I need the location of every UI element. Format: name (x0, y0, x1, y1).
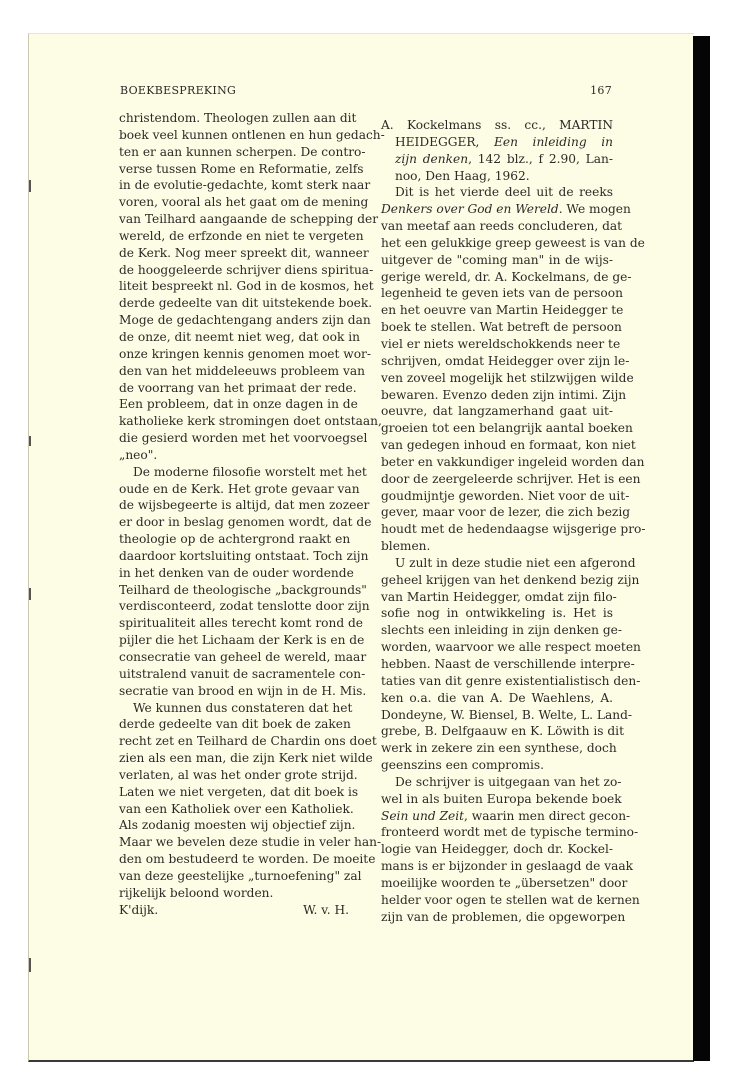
text-segment: gerige wereld, dr. A. Kockelmans, de ge- (381, 269, 632, 284)
text-line: Moge de gedachtengang anders zijn dan (119, 313, 371, 328)
text-line (381, 387, 627, 404)
text-line: De moderne filosofie worstelt met het (133, 464, 367, 479)
text-line: Een probleem, dat in onze dagen in de (119, 397, 358, 412)
signature-place: K'dijk. (119, 902, 159, 917)
text-line: in de evolutie-gedachte, komt sterk naar (119, 178, 371, 193)
right-column (381, 117, 646, 926)
text-line: spiritualiteit alles terecht komt rond de (119, 616, 364, 631)
paragraph (381, 555, 641, 774)
text-segment: goudmijntje geworden. Niet voor de uit- (381, 488, 630, 503)
text-line: We kunnen dus constateren dat het (133, 700, 353, 715)
text-line (381, 589, 617, 606)
text-line (381, 117, 613, 134)
text-line (381, 572, 640, 589)
text-segment: helder voor ogen te stellen wat de kernen (381, 892, 640, 907)
text-line (381, 875, 628, 892)
text-line (381, 841, 613, 858)
text-line (381, 252, 613, 269)
text-line (381, 471, 641, 488)
text-line: recht zet en Teilhard de Chardin ons doet (119, 734, 377, 749)
paragraph (381, 774, 640, 926)
text-segment: HEIDEGGER, (395, 134, 495, 149)
italic-title: Denkers over God en Wereld. (381, 202, 563, 217)
scan-margin-mark (29, 436, 31, 446)
text-line: rijkelijk beloond worden. (119, 885, 274, 900)
text-line: „neo". (119, 447, 158, 462)
text-line: verdisconteerd, zodat tenslotte door zijn (119, 599, 370, 614)
running-header (120, 84, 612, 100)
scan-margin-mark (29, 588, 31, 600)
paragraph (119, 700, 382, 902)
text-segment: grebe, B. Delfgaauw en K. Löwith is dit (381, 724, 624, 739)
scan-margin-mark (29, 958, 31, 972)
text-segment: werk in zekere zin een synthese, doch (381, 741, 617, 756)
text-segment: ken o.a. die van A. De Waehlens, A. (381, 690, 613, 705)
text-line (381, 134, 613, 151)
text-line: van deze geestelijke „turnoefening" zal (119, 868, 362, 883)
text-segment: moeilijke woorden te „übersetzen" door (381, 875, 628, 890)
text-segment: van meetaf aan reeds concluderen, dat (381, 219, 623, 234)
text-line: de wijsbegeerte is altijd, dat men zozeer (119, 498, 370, 513)
text-line (381, 824, 639, 841)
text-line: oude en de Kerk. Het grote gevaar van (119, 481, 360, 496)
text-line (381, 757, 613, 774)
text-line: wereld, de erfzonde en niet te vergeten (119, 228, 364, 243)
text-segment: U zult in deze studie niet een afgerond (395, 555, 636, 570)
text-line (381, 622, 622, 639)
text-line: boek veel kunnen ontlenen en hun gedach- (119, 127, 385, 142)
text-segment: worden, waarvoor we alle respect moeten (381, 640, 641, 655)
text-line: daardoor kortsluiting ontstaat. Toch zijn (119, 548, 369, 563)
text-line (381, 302, 624, 319)
text-segment: We mogen (562, 202, 631, 217)
text-segment: gever, maar voor de lezer, die zich bezig (381, 505, 631, 520)
text-line: derde gedeelte van dit uitstekende boek. (119, 296, 373, 311)
text-segment: schrijven, omdat Heidegger over zijn le- (381, 353, 630, 368)
text-line: den van het middeleeuws probleem van (119, 363, 365, 378)
text-line (381, 521, 646, 538)
text-line (381, 656, 635, 673)
text-line (381, 504, 631, 521)
text-line (381, 370, 634, 387)
text-segment: noo, Den Haag, 1962. (395, 168, 530, 183)
paragraph (119, 110, 385, 464)
text-segment: taties van dit genre existentialistisch den- (381, 673, 641, 688)
text-line (381, 707, 633, 724)
text-segment: boek te stellen. Wat betreft de persoon (381, 320, 622, 335)
text-segment: fronteerd wordt met de typische termino- (381, 825, 639, 840)
signature-line (119, 902, 349, 919)
left-column (119, 110, 385, 919)
text-segment: , 142 blz., f 2.90, Lan- (468, 151, 613, 166)
text-line (381, 639, 641, 656)
text-segment: bewaren. Evenzo deden zijn intimi. Zijn (381, 387, 627, 402)
text-line (381, 774, 622, 791)
text-segment: hebben. Naast de verschillende interpre- (381, 657, 635, 671)
text-line (381, 403, 613, 420)
text-line (381, 605, 613, 622)
text-segment: viel er niets wereldschokkends neer te (381, 336, 621, 351)
text-segment: groeien tot een belangrijk aantal boeken (381, 421, 633, 436)
text-line (381, 353, 630, 370)
text-line (381, 538, 613, 555)
text-line: Als zodanig moesten wij objectief zijn. (119, 818, 356, 833)
text-line: de hooggeleerde schrijver diens spiritua- (119, 262, 374, 277)
text-line (381, 740, 617, 757)
text-segment: geenszins een compromis. (381, 758, 545, 773)
text-line (381, 858, 634, 875)
text-line (381, 892, 640, 909)
text-segment: en het oeuvre van Martin Heidegger te (381, 303, 624, 318)
text-line (381, 791, 622, 808)
text-line (381, 437, 636, 454)
text-line: Laten we niet vergeten, dat dit boek is (119, 784, 359, 799)
text-segment: legenheid te geven iets van de persoon (381, 286, 623, 301)
text-line (381, 285, 623, 302)
text-line (381, 420, 633, 437)
text-line: derde gedeelte van dit boek de zaken (119, 717, 351, 732)
text-line: de voorrang van het primaat der rede. (119, 380, 357, 395)
paragraph (381, 117, 613, 184)
text-segment: houdt met de hedendaagse wijsgerige pro- (381, 522, 646, 537)
text-line: de onze, dit neemt niet weg, dat ook in (119, 329, 360, 344)
text-segment: sofie nog in ontwikkeling is. Het is (381, 606, 613, 621)
text-segment: Dit is het vierde deel uit de reeks (395, 185, 613, 200)
text-line: uitstralend vanuit de sacramentele con- (119, 666, 366, 681)
text-line (381, 319, 622, 336)
text-line: verlaten, al was het onder grote strijd. (119, 767, 358, 782)
text-line: van een Katholiek over een Katholiek. (119, 801, 354, 816)
text-line (381, 151, 613, 168)
text-segment: ven zoveel mogelijk het stilzwijgen wilde (381, 370, 634, 385)
text-line: die gesierd worden met het voorvoegsel (119, 431, 368, 446)
text-line (381, 808, 631, 825)
text-line: ten er aan kunnen scherpen. De contro- (119, 144, 366, 159)
text-line (381, 555, 636, 572)
text-line: katholieke kerk stromingen doet ontstaan, (119, 414, 382, 429)
text-line (381, 723, 624, 740)
text-line (381, 336, 621, 353)
italic-title: Sein und Zeit (381, 808, 465, 823)
text-segment: het een gelukkige greep geweest is van de (381, 235, 645, 250)
text-segment: Dondeyne, W. Biensel, B. Welte, L. Land- (381, 707, 633, 722)
text-line: er door in beslag genomen wordt, dat de (119, 515, 372, 530)
text-line: onze kringen kennis genomen moet wor- (119, 346, 371, 361)
text-line: consecratie van geheel de wereld, maar (119, 650, 367, 664)
italic-title: zijn denken (395, 151, 469, 166)
text-segment: beter en vakkundiger ingeleid worden dan (381, 454, 645, 469)
text-line (381, 454, 645, 471)
text-segment: zijn van de problemen, die opgeworpen (381, 909, 626, 924)
text-segment: mans is er bijzonder in geslaagd de vaak (381, 859, 634, 874)
scan-edge-shadow (693, 36, 710, 1061)
text-line: christendom. Theologen zullen aan dit (119, 111, 357, 125)
text-segment: geheel krijgen van het denkend bezig zijn (381, 572, 640, 587)
text-line (381, 201, 631, 218)
text-line: Teilhard de theologische „backgrounds" (119, 582, 367, 597)
text-line: pijler die het Lichaam der Kerk is en de (119, 633, 365, 648)
text-line (381, 168, 613, 185)
text-line: liteit bespreekt nl. God in de kosmos, het (119, 279, 374, 294)
signature-initials: W. v. H. (303, 902, 349, 917)
text-line (381, 909, 626, 926)
paragraph (381, 184, 646, 555)
text-segment: uitgever de "coming man" in de wijs- (381, 252, 613, 267)
text-segment: De schrijver is uitgegaan van het zo- (395, 774, 622, 789)
text-line: den om bestudeerd te worden. De moeite (119, 852, 376, 867)
text-segment: blemen. (381, 539, 431, 554)
text-segment: wel in als buiten Europa bekende boek (381, 791, 622, 806)
italic-title: Een inleiding in (494, 134, 613, 149)
scan-margin-mark (29, 180, 31, 192)
text-line: voren, vooral als het gaat om de mening (119, 195, 369, 210)
text-segment: logie van Heidegger, doch dr. Kockel- (381, 842, 613, 857)
text-segment: door de zeergeleerde schrijver. Het is een (381, 471, 641, 486)
text-line: theologie op de achtergrond raakt en (119, 532, 351, 547)
text-line (381, 235, 645, 252)
text-line (381, 218, 623, 235)
text-line: in het denken van de ouder wordende (119, 565, 354, 580)
text-line (381, 184, 613, 201)
text-line (381, 673, 641, 690)
text-line: secratie van brood en wijn in de H. Mis. (119, 683, 367, 698)
text-segment: van gedegen inhoud en formaat, kon niet (381, 438, 636, 453)
text-line: van Teilhard aangaande de schepping der (119, 212, 379, 227)
running-title: BOEKBESPREKING (120, 84, 237, 97)
text-line: verse tussen Rome en Reformatie, zelfs (119, 161, 364, 176)
text-line (381, 269, 632, 286)
text-line (381, 690, 613, 707)
text-segment: van Martin Heidegger, omdat zijn filo- (381, 589, 617, 604)
text-line: de Kerk. Nog meer spreekt dit, wanneer (119, 245, 369, 260)
text-segment: A. Kockelmans ss. cc., MARTIN (381, 118, 613, 132)
text-segment: oeuvre, dat langzamerhand gaat uit- (381, 404, 613, 419)
text-segment: , waarin men direct gecon- (464, 808, 631, 823)
paragraph (119, 464, 372, 700)
text-line (381, 488, 630, 505)
text-line: Maar we bevelen deze studie in veler han- (119, 835, 382, 850)
page-number: 167 (590, 84, 612, 97)
text-line: zien als een man, die zijn Kerk niet wilde (119, 751, 373, 766)
text-segment: slechts een inleiding in zijn denken ge- (381, 623, 622, 638)
